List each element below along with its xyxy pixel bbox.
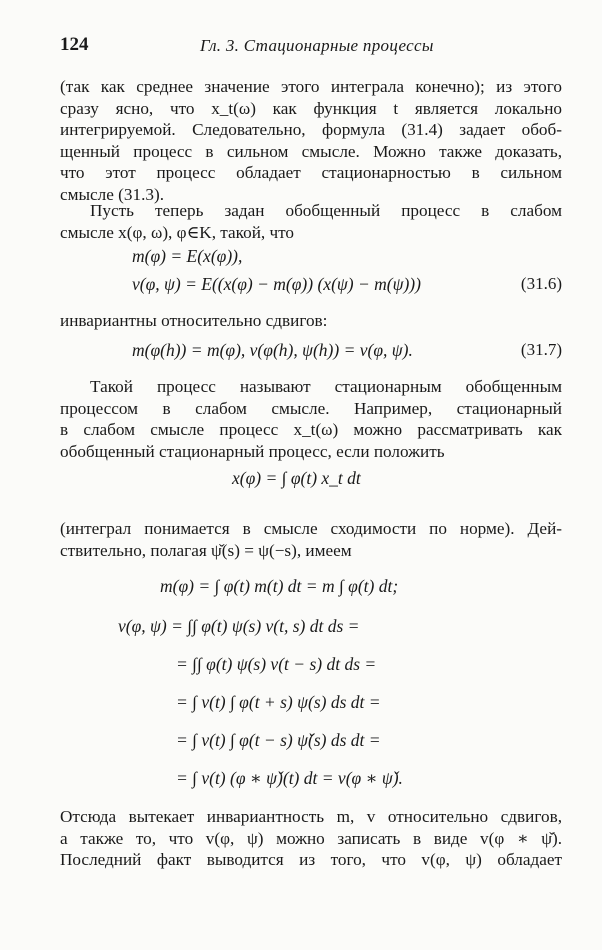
equation-line: = ∫∫ φ(t) ψ(s) v(t − s) dt ds = [176, 654, 377, 674]
equation-line: = ∫ v(t) (φ ∗ ψ̌)(t) dt = v(φ ∗ ψ̌). [176, 768, 403, 788]
text-line: в слабом смысле процесс x_t(ω) можно рассматривать как [60, 420, 562, 439]
running-title: Гл. 3. Стационарные процессы [200, 36, 434, 55]
text-line: процессом в слабом смысле. Например, стационарный [60, 398, 562, 418]
text-line: (так как среднее значение этого интеграла конечно); из этого [60, 77, 562, 96]
equation-31-6a: m(φ) = E(x(φ)), [132, 246, 243, 266]
equation-x-phi: x(φ) = ∫ φ(t) x_t dt [232, 468, 361, 488]
equation-line: = ∫ v(t) ∫ φ(t − s) ψ̌(s) ds dt = [176, 730, 381, 750]
text-line: смысле x(φ, ω), φ∈K, такой, что [60, 222, 295, 242]
text-line: ствительно, полагая ψ̌(s) = ψ(−s), имеем [60, 540, 352, 560]
text-line: сразу ясно, что x_t(ω) как функция t является локально [60, 98, 562, 118]
equation-number: (31.6) [520, 274, 562, 293]
text-line: а также то, что v(φ, ψ) можно записать в виде v(φ ∗ ψ̌). [60, 828, 562, 848]
paragraph-4 [60, 376, 562, 462]
text-line: интегрируемой. Следовательно, формула (31.4) задает обоб- [60, 120, 562, 139]
equation-line: m(φ) = ∫ φ(t) m(t) dt = m ∫ φ(t) dt; [160, 576, 399, 596]
page-number: 124 [60, 34, 89, 55]
running-header [60, 28, 560, 58]
text-line: щенный процесс в сильном смысле. Можно также доказать, [60, 141, 562, 161]
text-line: Пусть теперь задан обобщенный процесс в слабом [90, 201, 562, 220]
paragraph-5 [60, 518, 562, 561]
equation-31-7: m(φ(h)) = m(φ), v(φ(h), ψ(h)) = v(φ, ψ). [132, 340, 413, 360]
text-line: Последний факт выводится из того, что v(φ, ψ) обладает [60, 850, 562, 869]
text-line: обобщенный стационарный процесс, если положить [60, 441, 445, 461]
paragraph-3 [60, 310, 562, 332]
text-line: Такой процесс называют стационарным обобщенным [90, 377, 562, 396]
text-line: инвариантны относительно сдвигов: [60, 311, 328, 330]
paragraph-2 [60, 200, 562, 243]
text-line: (интеграл понимается в смысле сходимости по норме). Дей- [60, 519, 562, 538]
equation-line: = ∫ v(t) ∫ φ(t + s) ψ(s) ds dt = [176, 692, 381, 712]
equation-line: v(φ, ψ) = ∫∫ φ(t) ψ(s) v(t, s) dt ds = [118, 616, 360, 636]
paragraph-6 [60, 806, 562, 871]
text-line: Отсюда вытекает инвариантность m, v относительно сдвигов, [60, 807, 562, 826]
paragraph-1 [60, 76, 562, 205]
equation-number: (31.7) [520, 340, 562, 359]
equation-31-6b: v(φ, ψ) = E((x(φ) − m(φ)) (x(ψ) − m(ψ))) [132, 274, 421, 294]
text-line: смысле (31.3). [60, 184, 165, 204]
text-line: что этот процесс обладает стационарностью в сильном [60, 163, 562, 182]
